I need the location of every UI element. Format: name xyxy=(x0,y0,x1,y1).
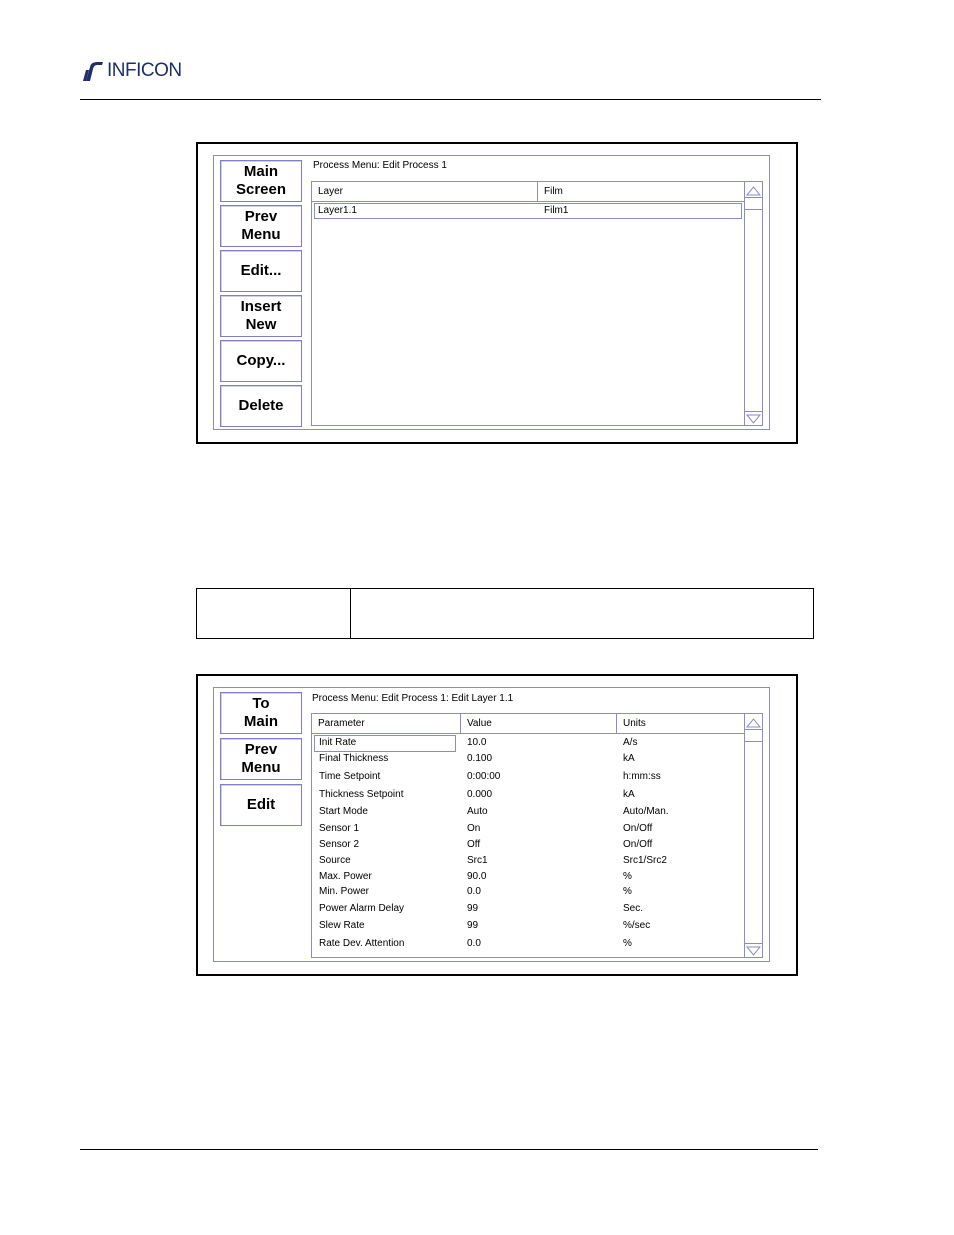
parameter-cell: Time Setpoint xyxy=(319,771,381,782)
scroll-up-button[interactable] xyxy=(745,184,762,198)
parameter-cell: Slew Rate xyxy=(319,920,365,931)
edit-button[interactable]: Edit... xyxy=(220,250,302,292)
value-cell: Src1 xyxy=(467,855,488,866)
scrollbar[interactable] xyxy=(744,714,762,957)
parameter-cell: Start Mode xyxy=(319,806,368,817)
edit-layer-screenshot xyxy=(196,674,798,976)
units-cell: kA xyxy=(623,789,635,800)
layer-cell: Layer1.1 xyxy=(318,205,357,216)
parameter-cell: Power Alarm Delay xyxy=(319,903,405,914)
parameter-cell: Rate Dev. Attention xyxy=(319,938,405,949)
main-screen-button[interactable]: Main Screen xyxy=(220,160,302,202)
column-header-parameter[interactable]: Parameter xyxy=(312,714,461,734)
description-table xyxy=(196,588,814,639)
units-cell: % xyxy=(623,871,632,882)
menu-title: Process Menu: Edit Process 1: Edit Layer 1.1 xyxy=(312,693,514,704)
column-header-layer[interactable]: Layer xyxy=(312,182,538,202)
units-cell: On/Off xyxy=(623,839,653,850)
units-cell: Src1/Src2 xyxy=(623,855,667,866)
parameter-cell: Sensor 2 xyxy=(319,839,360,850)
units-cell: kA xyxy=(623,753,635,764)
scrollbar[interactable] xyxy=(744,182,762,425)
value-cell: 0.0 xyxy=(467,886,481,897)
units-cell: Auto/Man. xyxy=(623,806,669,817)
edit-process-button-column xyxy=(220,160,302,426)
inficon-logo xyxy=(82,58,182,84)
inficon-logo-icon xyxy=(82,59,104,83)
units-cell: % xyxy=(623,938,632,949)
value-cell: Off xyxy=(467,839,481,850)
value-cell: 0.100 xyxy=(467,753,493,764)
column-header-units[interactable]: Units xyxy=(617,714,747,734)
copy-button[interactable]: Copy... xyxy=(220,340,302,382)
scroll-thumb[interactable] xyxy=(745,198,762,210)
value-cell: 10.0 xyxy=(467,737,487,748)
list-row-selected[interactable] xyxy=(314,203,742,219)
parameter-cell: Max. Power xyxy=(319,871,372,882)
brand-name: INFICON xyxy=(107,60,182,81)
parameter-cell: Thickness Setpoint xyxy=(319,789,404,800)
film-cell: Film1 xyxy=(544,205,569,216)
parameter-cell: Final Thickness xyxy=(319,753,389,764)
prev-menu-button[interactable]: Prev Menu xyxy=(220,205,302,247)
header-rule xyxy=(80,99,821,100)
units-cell: On/Off xyxy=(623,823,653,834)
units-cell: %/sec xyxy=(623,920,651,931)
table-column-divider xyxy=(350,589,351,638)
scroll-up-button[interactable] xyxy=(745,716,762,730)
value-cell: 0.0 xyxy=(467,938,481,949)
scroll-thumb[interactable] xyxy=(745,730,762,742)
edit-process-panel xyxy=(213,155,770,430)
column-header-value[interactable]: Value xyxy=(461,714,617,734)
units-cell: % xyxy=(623,886,632,897)
parameter-cell: Source xyxy=(319,855,351,866)
prev-menu-button[interactable]: Prev Menu xyxy=(220,738,302,780)
triangle-up-icon xyxy=(746,718,761,728)
parameter-cell: Min. Power xyxy=(319,886,370,897)
layer-list xyxy=(311,181,763,426)
footer-rule xyxy=(80,1149,818,1150)
edit-process-screenshot xyxy=(196,142,798,444)
delete-button[interactable]: Delete xyxy=(220,385,302,427)
units-cell: A/s xyxy=(623,737,638,748)
parameter-cell: Init Rate xyxy=(319,737,357,748)
units-cell: h:mm:ss xyxy=(623,771,661,782)
value-cell: Auto xyxy=(467,806,488,817)
value-cell: 0.000 xyxy=(467,789,493,800)
triangle-down-icon xyxy=(746,414,761,424)
units-cell: Sec. xyxy=(623,903,644,914)
value-cell: 99 xyxy=(467,903,479,914)
value-cell: On xyxy=(467,823,481,834)
menu-title: Process Menu: Edit Process 1 xyxy=(313,160,447,171)
scroll-down-button[interactable] xyxy=(745,411,762,425)
column-header-film[interactable]: Film xyxy=(538,182,746,202)
insert-new-button[interactable]: Insert New xyxy=(220,295,302,337)
edit-button[interactable]: Edit xyxy=(220,784,302,826)
triangle-down-icon xyxy=(746,946,761,956)
value-cell: 99 xyxy=(467,920,479,931)
value-cell: 90.0 xyxy=(467,871,487,882)
triangle-up-icon xyxy=(746,186,761,196)
value-cell: 0:00:00 xyxy=(467,771,501,782)
scroll-down-button[interactable] xyxy=(745,943,762,957)
edit-layer-button-column xyxy=(220,692,302,822)
parameter-cell: Sensor 1 xyxy=(319,823,360,834)
parameter-list xyxy=(311,713,763,958)
edit-layer-panel xyxy=(213,687,770,962)
to-main-button[interactable]: To Main xyxy=(220,692,302,734)
